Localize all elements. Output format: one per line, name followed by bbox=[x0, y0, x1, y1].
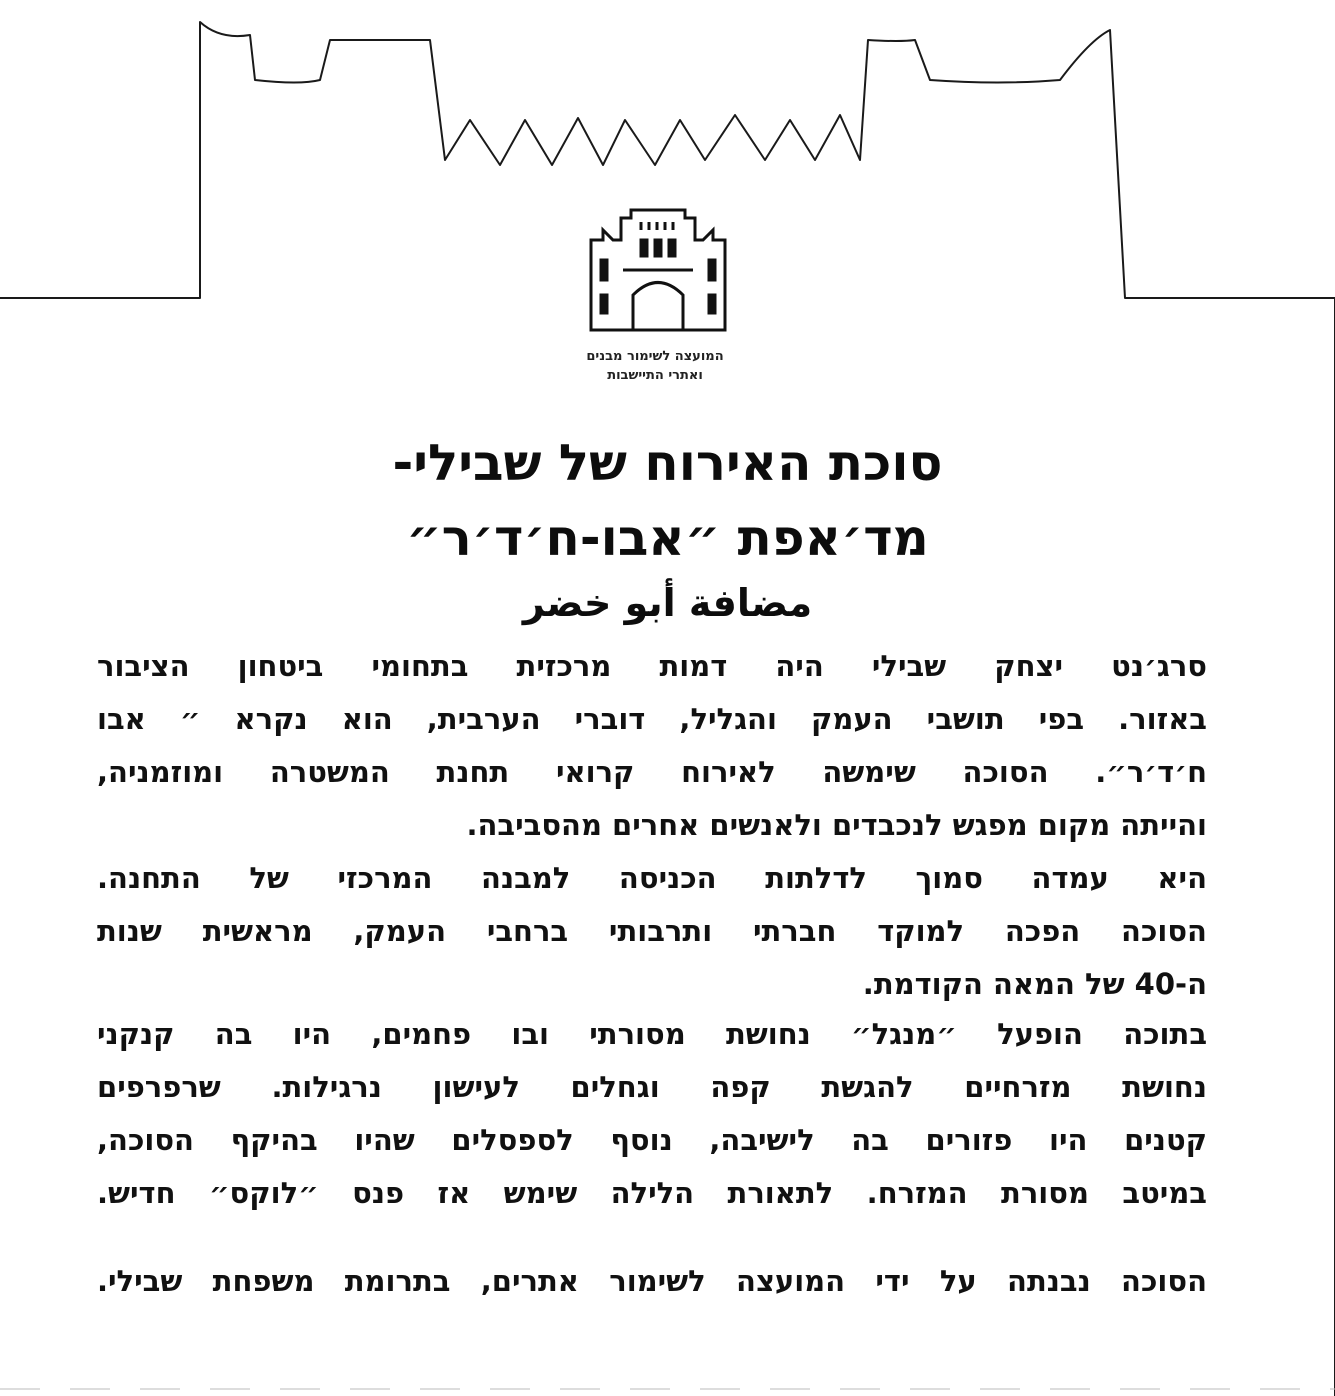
title-line-2: מד׳אפת ״אבו-ח׳ד׳ר״ bbox=[406, 509, 929, 567]
paragraph-credit bbox=[97, 1255, 1207, 1308]
paragraph-history bbox=[97, 640, 1207, 1011]
text-line: הסוכה הפכה למוקד חברתי ותרבותי ברחבי העמק, מראשית שנות bbox=[97, 914, 1207, 948]
title-arabic: مضافة أبو خضر bbox=[522, 581, 813, 625]
text-line: במיטב מסורת המזרח. לתאורת הלילה שימש אז פנס ״לוקס״ חדיש. bbox=[97, 1176, 1207, 1210]
caption-line-1: המועצה לשימור מבנים bbox=[586, 349, 724, 364]
text-line: קטנים היו פזורים בה לישיבה, נוסף לספסלים שהיו בהיקף הסוכה, bbox=[97, 1123, 1207, 1157]
title-line-1: סוכת האירוח של שבילי- bbox=[392, 434, 943, 492]
text-line: הסוכה נבנתה על ידי המועצה לשימור אתרים, בתרומת משפחת שבילי. bbox=[97, 1264, 1207, 1298]
organization-caption bbox=[500, 347, 810, 385]
text-line: והייתה מקום מפגש לנכבדים ולאנשים אחרים מהסביבה. bbox=[466, 808, 1207, 842]
text-line: היא עמדה סמוך לדלתות הכניסה למבנה המרכזי של התחנה. bbox=[97, 861, 1207, 895]
castle-gate-icon bbox=[583, 200, 733, 340]
caption-line-2: ואתרי התיישבות bbox=[607, 368, 703, 383]
text-line: באזור. בפי תושבי העמק והגליל, דוברי הערבית, הוא נקרא ״ אבו bbox=[97, 702, 1207, 736]
scan-artifact-line bbox=[0, 1388, 1335, 1390]
text-line: בתוכה הופעל ״מנגל״ נחושת מסורתי ובו פחמים, היו בה קנקני bbox=[97, 1017, 1207, 1051]
paragraph-furnishings bbox=[97, 1008, 1207, 1220]
text-line: סרג׳נט יצחק שבילי היה דמות מרכזית בתחומי ביטחון הציבור bbox=[97, 649, 1207, 683]
text-line: נחושת מזרחיים להגשת קפה וגחלים לעישון נרגילות. שרפרפים bbox=[97, 1070, 1207, 1104]
text-line: ה-40 של המאה הקודמת. bbox=[862, 967, 1207, 1001]
text-line: ח׳ד׳ר״. הסוכה שימשה לאירוח קרואי תחנת המשטרה ומוזמניה, bbox=[97, 755, 1207, 789]
